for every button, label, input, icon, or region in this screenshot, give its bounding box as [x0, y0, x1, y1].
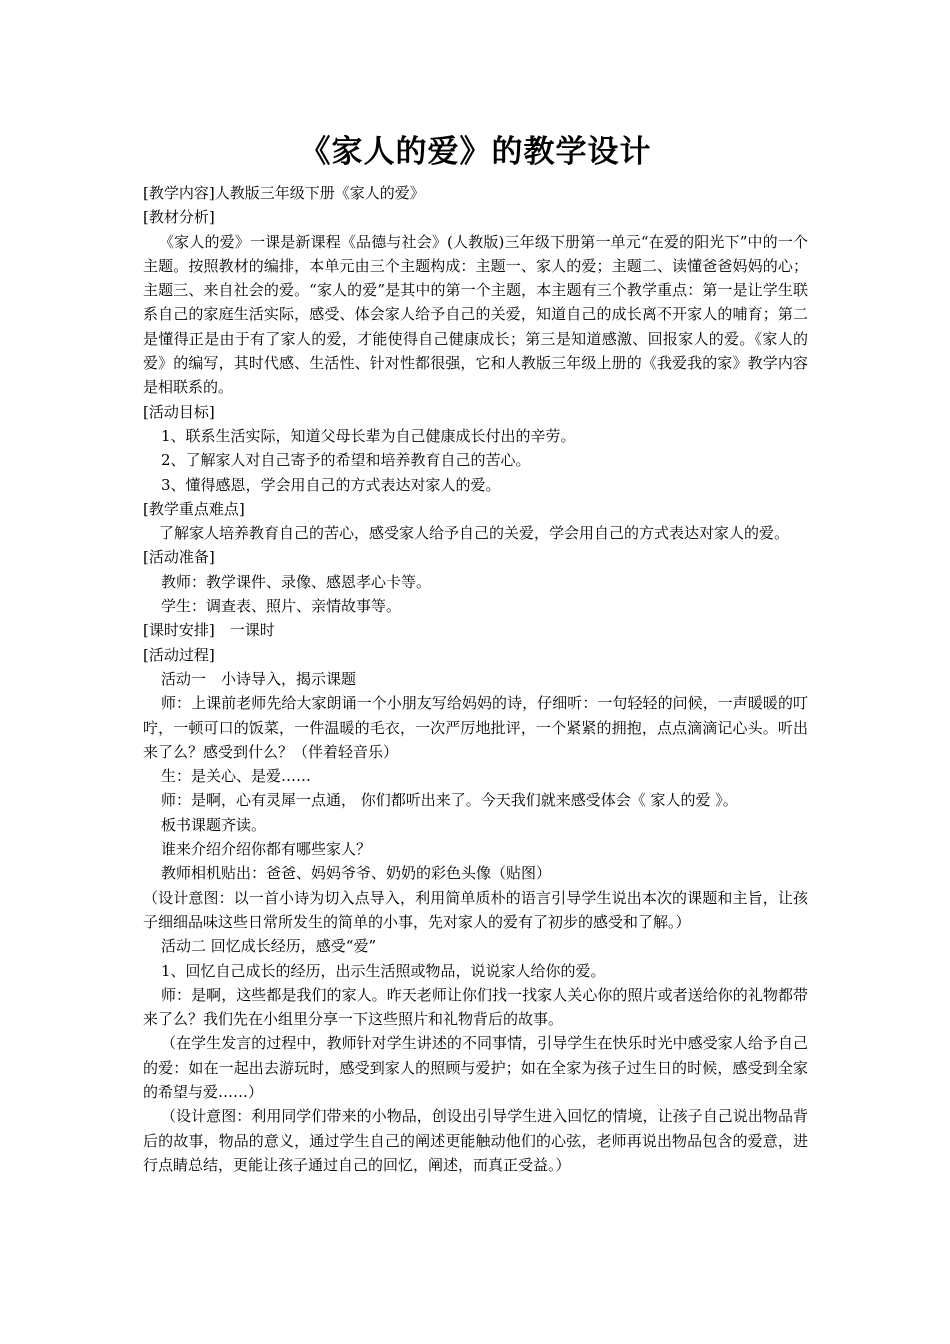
paragraph: 学生：调查表、照片、亲情故事等。 — [161, 597, 402, 616]
paragraph: 3、懂得感恩，学会用自己的方式表达对家人的爱。 — [161, 475, 501, 494]
paragraph: [教学内容]人教版三年级下册《家人的爱》 — [143, 184, 425, 202]
paragraph: 教师相机贴出：爸爸、妈妈爷爷、奶奶的彩色头像（贴图） — [161, 864, 552, 883]
document-body — [143, 181, 808, 1177]
paragraph: 谁来介绍介绍你都有哪些家人？ — [161, 840, 372, 859]
paragraph: 1、联系生活实际，知道父母长辈为自己健康成长付出的辛劳。 — [161, 426, 576, 445]
paragraph: 1、回忆自己成长的经历，出示生活照或物品，说说家人给你的爱。 — [161, 961, 606, 980]
document-page — [143, 125, 808, 1177]
paragraph: 师：是啊，这些都是我们的家人。昨天老师让你们找一找家人关心你的照片或者送给你的礼物都带来了么？我们先在小组里分享一下这些照片和礼物背后的故事。 — [143, 985, 808, 1029]
paragraph: 生：是关心、是爱…… — [161, 767, 312, 786]
paragraph: [活动过程] — [143, 645, 215, 664]
paragraph: （设计意图：利用同学们带来的小物品，创设出引导学生进入回忆的情境，让孩子自己说出物品背后的故事，物品的意义，通过学生自己的阐述更能触动他们的心弦，老师再说出物品包含的爱意，进行点睛总结，更能让孩子通过自己的回忆，阐述，而真正受益。） — [143, 1107, 808, 1174]
paragraph: [活动目标] — [143, 402, 215, 421]
paragraph: 师：上课前老师先给大家朗诵一个小朋友写给妈妈的诗，仔细听：一句轻轻的问候，一声暖暖的叮咛，一顿可口的饭菜，一件温暖的毛衣，一次严厉地批评，一个紧紧的拥抱，点点滴滴记心头。听出来了么？感受到什么？（伴着轻音乐） — [143, 694, 808, 761]
paragraph: （设计意图：以一首小诗为切入点导入，利用简单质朴的语言引导学生说出本次的课题和主旨，让孩子细细品味这些日常所发生的简单的小事，先对家人的爱有了初步的感受和了解。） — [143, 888, 808, 931]
paragraph: 板书课题齐读。 — [161, 815, 267, 834]
paragraph: 《家人的爱》一课是新课程《品德与社会》(人教版)三年级下册第一单元“在爱的阳光下”中的一个主题。按照教材的编排，本单元由三个主题构成：主题一、家人的爱；主题二、读懂爸爸妈妈的心；主题三、来自社会的爱。“家人的爱”是其中的第一个主题，本主题有三个教学重点：第一是让学生联系自己的家庭生活实际，感受、体会家人给予自己的关爱，知道自己的成长离不开家人的哺育；第二是懂得正是由于有了家人的爱，才能使得自己健康成长；第三是知道感激、回报家人的爱。《家人的爱》的编写，其时代感、生活性、针对性都很强，它和人教版三年级上册的《我爱我的家》教学内容是相联系的。 — [143, 232, 808, 397]
paragraph: 教师：教学课件、录像、感恩孝心卡等。 — [161, 572, 432, 591]
paragraph: 活动二 回忆成长经历，感受“爱” — [161, 937, 377, 956]
paragraph: 2、了解家人对自己寄予的希望和培养教育自己的苦心。 — [161, 451, 531, 470]
paragraph: （在学生发言的过程中，教师针对学生讲述的不同事情，引导学生在快乐时光中感受家人给予自己的爱：如在一起出去游玩时，感受到家人的照顾与爱护；如在全家为孩子过生日的时候，感受到全家的希望与爱……） — [143, 1034, 808, 1101]
paragraph: [课时安排] 一课时 — [143, 621, 275, 640]
paragraph: 活动一 小诗导入，揭示课题 — [161, 669, 357, 688]
document-title: 《家人的爱》的教学设计 — [299, 134, 652, 170]
paragraph: [教材分析] — [143, 208, 215, 227]
paragraph: [活动准备] — [143, 548, 215, 567]
paragraph: 师：是啊，心有灵犀一点通， 你们都听出来了。今天我们就来感受体会《 家人的爱 》。 — [161, 791, 738, 810]
paragraph: 了解家人培养教育自己的苦心，感受家人给予自己的关爱，学会用自己的方式表达对家人的爱。 — [159, 524, 790, 543]
paragraph: [教学重点难点] — [143, 499, 245, 518]
